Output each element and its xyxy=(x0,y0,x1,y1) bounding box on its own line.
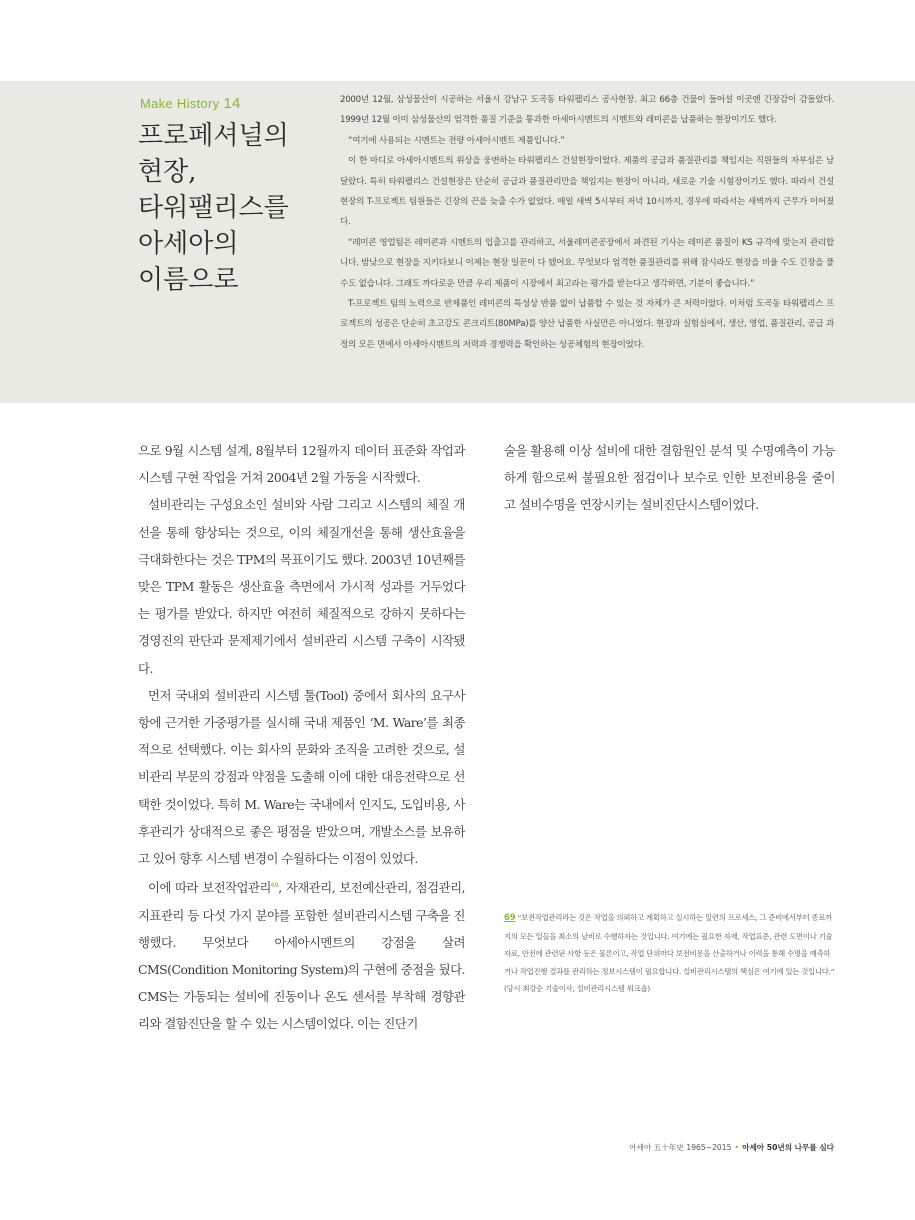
page-folio xyxy=(629,1142,834,1153)
footnote-marker[interactable]: 69 xyxy=(270,881,279,890)
body-paragraph: 설비관리는 구성요소인 설비와 사람 그리고 시스템의 체질 개선을 통해 향상되는 것으로, 이의 체질개선을 통해 생산효율을 극대화한다는 것은 TPM의 목표이기도 했다. 2003년 10년째를 맞은 TPM 활동은 생산효율 측면에서 가시적 성과를 거두었다는 평가를 받았다. 하지만 여전히 체질적으로 강하지 못하다는 경영진의 판단과 문제제기에서 설비관리 시스템 구축이 시작됐다. xyxy=(138,497,465,676)
footnote xyxy=(504,909,836,998)
headline-line: 아세아의 xyxy=(138,229,239,259)
headline-line: 현장, xyxy=(138,157,197,187)
story-paragraph: 2000년 12월, 삼성물산이 시공하는 서울시 강남구 도곡동 타워팰리스 공사현장. 최고 66층 건물이 들어설 이곳엔 긴장감이 감돌았다. 1999년 12월 이미 삼성물산의 엄격한 품질 기준을 통과한 아세아시멘트의 시멘트와 레미콘을 납품하는 현장이기도 했다. xyxy=(340,95,834,126)
body-column-right xyxy=(504,437,835,519)
body-paragraph: 술을 활용해 이상 설비에 대한 결함원인 분석 및 수명예측이 가능하게 함으로써 불필요한 점검이나 보수로 인한 보전비용을 줄이고 설비수명을 연장시키는 설비진단시스템이었다. xyxy=(504,443,835,513)
folio-book-title: 아세아 五十年史 1965~2015 xyxy=(629,1143,732,1152)
headline-line: 프로페셔널의 xyxy=(138,121,289,151)
kicker-number: 14 xyxy=(223,95,241,112)
kicker-label: Make History xyxy=(140,96,220,111)
story-paragraph: T-프로젝트 팀의 노력으로 반제품인 레미콘의 특성상 반품 없이 납품할 수 있는 것 자체가 큰 저력이었다. 이처럼 도곡동 타워팰리스 프로젝트의 성공은 단순히 초고강도 콘크리트(80MPa)를 양산 납품한 사실만은 아니었다. 현장과 실험실에서, 생산, 영업, 품질관리, 공급 과정의 모든 면에서 아세아시멘트의 저력과 경쟁력을 확인하는 성공체험의 현장이었다. xyxy=(340,299,834,350)
body-text: 이에 따라 보전작업관리 xyxy=(148,880,271,896)
body-paragraph: 먼저 국내외 설비관리 시스템 툴(Tool) 중에서 회사의 요구사항에 근거한 가중평가를 실시해 국내 제품인 ‘M. Ware’를 최종적으로 선택했다. 이는 회사의 문화와 조직을 고려한 것으로, 설비관리 부문의 강점과 약점을 도출해 이에 대한 대응전략으로 선택한 것이었다. 특히 M. Ware는 국내에서 인지도, 도입비용, 사후관리가 상대적으로 좋은 평점을 받았으며, 개발소스를 보유하고 있어 향후 시스템 변경이 수월하다는 이점이 있었다. xyxy=(138,687,465,867)
folio-chapter: 아세아 50년의 나무를 심다 xyxy=(742,1143,834,1152)
body-text: , 자재관리, 보전예산관리, 점검관리, 지표관리 등 다섯 가지 분야를 포함한 설비관리시스템 구축을 진행했다. 무엇보다 아세아시멘트의 강점을 살려 CMS(Condition Monitoring System)의 구현에 중점을 뒀다. CMS는 가동되는 설비에 진동이나 온도 센서를 부착해 경향관리와 결함진단을 할 수 있는 시스템이었다. 이는 진단기 xyxy=(138,880,465,1032)
section-kicker xyxy=(140,95,241,112)
story-paragraph: “여기에 사용되는 시멘트는 전량 아세아시멘트 제품입니다.” xyxy=(348,135,565,146)
footnote-number: 69 xyxy=(504,913,516,923)
body-paragraph: 으로 9월 시스템 설계, 8월부터 12월까지 데이터 표준화 작업과 시스템 구현 작업을 거쳐 2004년 2월 가동을 시작했다. xyxy=(138,443,465,486)
story-paragraph: 이 한 마디로 아세아시멘트의 위상을 웅변하는 타워팰리스 건설현장이었다. 제품의 공급과 품질관리를 책임지는 직원들의 자부심은 남달랐다. 특히 타워팰리스 건설현장은 단순히 공급과 품질관리만을 책임지는 현장이 아니라, 새로운 기술 시험장이기도 했다. 따라서 건설현장의 T-프로젝트 팀원들은 긴장의 끈을 늦출 수가 없었다. 매일 새벽 5시부터 저녁 10시까지, 경우에 따라서는 새벽까지 근무가 이어졌다. xyxy=(340,156,834,228)
folio-separator: • xyxy=(734,1143,740,1152)
story-paragraph: “레미콘 영업팀은 레미콘과 시멘트의 입출고를 관리하고, 서울레미콘공장에서 파견된 기사는 레미콘 품질이 KS 규격에 맞는지 관리합니다. 밤낮으로 현장을 지키다보니 이제는 현장 일꾼이 다 됐어요. 무엇보다 엄격한 품질관리를 위해 잠시라도 현장을 비울 수도 긴장을 풀 수도 없습니다. 그래도 까다로운 만큼 우리 제품이 시장에서 최고라는 평가를 받는다고 생각하면, 기분이 좋습니다.” xyxy=(340,237,834,289)
story-text xyxy=(340,90,834,355)
headline-line: 타워팰리스를 xyxy=(138,193,289,223)
story-headline xyxy=(138,118,328,298)
footnote-text: “보전작업관리라는 것은 작업을 의뢰하고 계획하고 실시하는 일련의 프로세스, 그 준비에서부터 종료까지의 모든 일들을 최소의 낭비로 수행하자는 것입니다. 여기에는 필요한 자재, 작업표준, 관련 도면이나 기술자료, 안전에 관련된 사항 등은 물론이고, 작업 단위마다 보전비용을 산출하거나 이력을 통해 수명을 예측하거나 작업진행 결과를 관리하는 정보시스템이 필요합니다. 설비관리시스템의 핵심은 여기에 있는 것입니다.” (당시 최강순 기술이사, 설비관리시스템 워크숍) xyxy=(504,913,835,994)
body-paragraph xyxy=(138,872,465,1037)
headline-line: 이름으로 xyxy=(138,265,239,295)
body-column-left xyxy=(138,437,465,1038)
